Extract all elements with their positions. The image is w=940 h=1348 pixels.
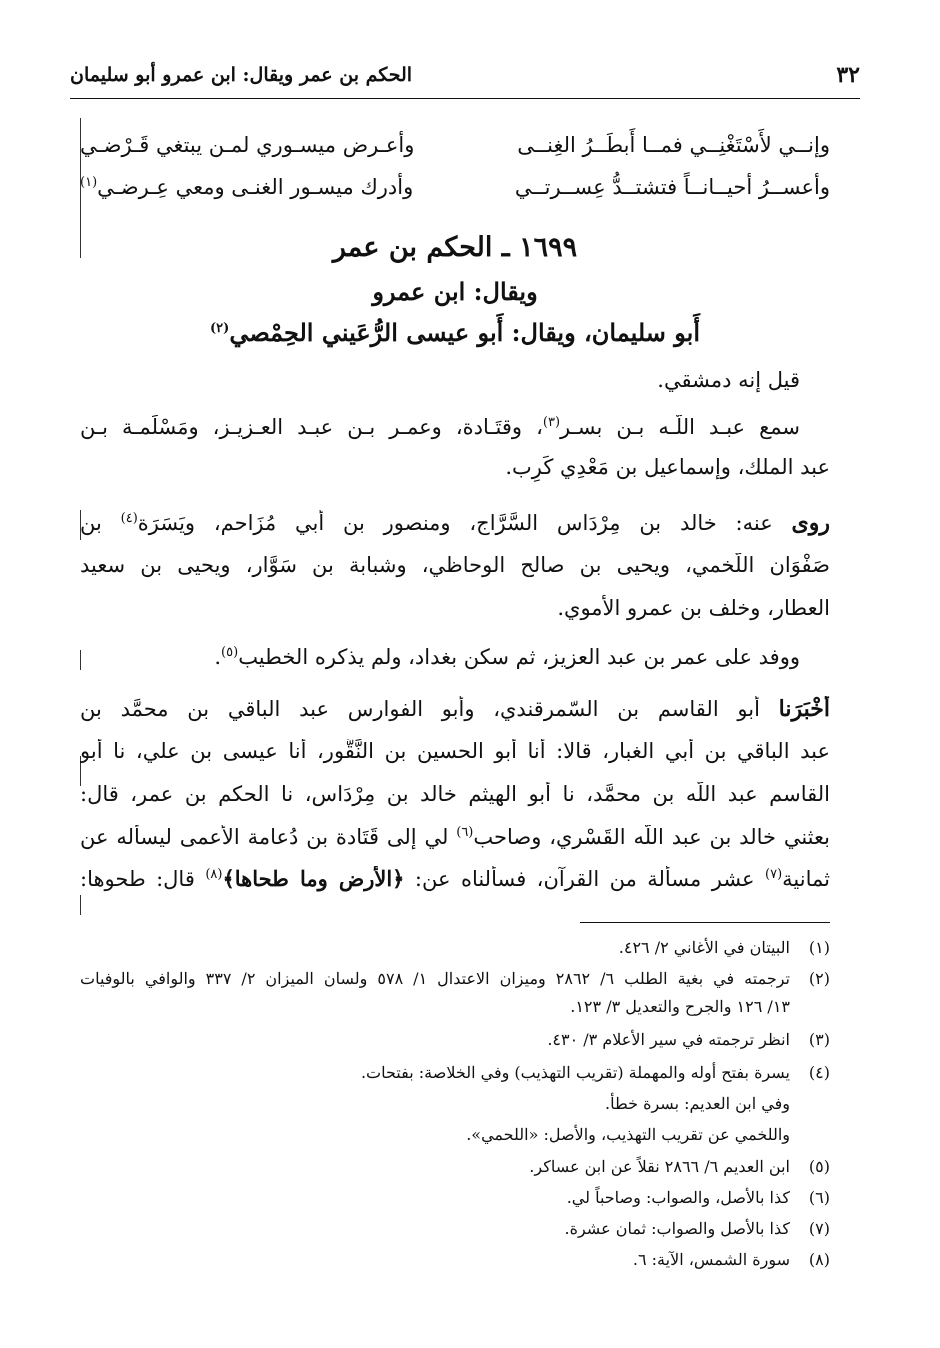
footnote-number: (١) [808, 938, 830, 957]
footnote-text: ١٣/ ١٢٦ والجرح والتعديل ٣/ ١٢٣. [570, 997, 790, 1016]
entry-alt-name: ويقال: ابن عمرو [372, 277, 538, 306]
running-title: الحكم بن عمر ويقال: ابن عمرو أبو سليمان [70, 64, 413, 86]
text-run: ثمانية [782, 867, 830, 891]
footnote-text: البيتان في الأغاني ٢/ ٤٢٦. [618, 938, 790, 957]
footnote-text: سورة الشمس، الآية: ٦. [632, 1250, 790, 1269]
footnote-text: ترجمته في بغية الطلب ٦/ ٢٨٦٢ وميزان الاعتدال ١/ ٥٧٨ ولسان الميزان ٢/ ٣٣٧ والوافي بالوفيات [80, 969, 790, 988]
text-run: سمع عبـد اللّـه بـن بسـر [560, 415, 800, 439]
text-run: بعثني خالد بن عبد اللّه القَسْري، وصاحب [473, 825, 830, 849]
header-rule [70, 98, 860, 99]
footnote-number: (٤) [808, 1063, 830, 1082]
poem-verse [80, 133, 830, 167]
footnote-ref[interactable]: (٧) [765, 867, 783, 882]
entry-heading: ١٦٩٩ ـ الحكم بن عمر [332, 232, 578, 263]
footnote-text: واللخمي عن تقريب التهذيب، والأصل: «اللحمي». [466, 1125, 790, 1144]
footnote-number: (٨) [808, 1250, 830, 1269]
page-number: ٣٢ [836, 62, 860, 88]
footnote-ref[interactable]: (٣) [542, 415, 561, 430]
body-line [80, 510, 830, 544]
footnote-ref[interactable]: (٤) [120, 511, 138, 526]
body-line: عبد الملك، وإسماعيل بن مَعْدِي كَرِب. [505, 455, 830, 479]
body-line: قيل إنه دمشقي. [657, 368, 800, 392]
footnote-number: (٥) [808, 1157, 830, 1176]
footnote-text: كذا بالأصل والصواب: ثمان عشرة. [564, 1219, 790, 1238]
footnote-separator [580, 922, 830, 923]
footnote-ref[interactable]: (٨) [205, 867, 223, 882]
section-lead: روى [791, 510, 830, 536]
kunya-text: أَبو سليمان، ويقال: أَبو عيسى الرُّعَيني الحِمْصي [229, 318, 700, 347]
footnote-text: ابن العديم ٦/ ٢٨٦٦ نقلاً عن ابن عساكر. [529, 1157, 790, 1176]
footnote-text: يسرة بفتح أوله والمهملة (تقريب التهذيب) وفي الخلاصة: بفتحات. [360, 1063, 790, 1082]
text-run: . [214, 645, 222, 669]
poem-verse [80, 175, 830, 209]
quran-quote: ﴿الأرض وما طحاها﴾ [222, 866, 405, 891]
text-run: عشر مسألة من القرآن، فسألناه عن: [404, 867, 766, 891]
footnote-number: (٦) [808, 1188, 830, 1207]
body-line: صَفْوَان اللّخمي، ويحيى بن صالح الوحاظي، وشبابة بن سَوَّار، ويحيى بن سعيد [80, 553, 830, 577]
page-header [70, 62, 860, 96]
footnote-number: (٣) [808, 1030, 830, 1049]
verse-second-hemistich [80, 175, 413, 199]
text-run: عنه: خالد بن مِرْدَاس السَّرَّاج، ومنصور بن أَبي مُزَاحم، ويَسَرَة [137, 511, 792, 535]
footnote-ref[interactable]: (٢) [210, 321, 230, 336]
body-line: القاسم عبد اللّه بن محمَّد، نا أبو الهيثم خالد بن مِرْدَاس، نا الحكم بن عمر، قال: [80, 782, 830, 806]
body-line [80, 866, 830, 900]
body-line [80, 645, 800, 669]
verse-text: وأدرك ميسـور الغنـى ومعي عِـرضـي [97, 175, 414, 199]
body-line: عبد الباقي بن أَبي الغبار، قالا: أنا أَبو الحسين بن النَّقُّور، أَنا عيسى بن علي، نا أَبو [80, 739, 830, 763]
text-run: بن [80, 511, 121, 535]
text-run: ، وقتَـادة، وعمـر بـن عبـد العـزيـز، ومَسْلَمـة بـن [80, 415, 543, 439]
body-line [80, 825, 830, 859]
body-line [80, 696, 830, 730]
footnote-number: (٧) [808, 1219, 830, 1238]
footnote-ref[interactable]: (٥) [221, 645, 239, 660]
verse-first-hemistich: وأعســرُ أحيــانــاً فتشتــدُّ عِســرتــي [514, 175, 830, 199]
entry-kunya [80, 318, 830, 347]
footnote-text: انظر ترجمته في سير الأعلام ٣/ ٤٣٠. [547, 1030, 790, 1049]
footnote-text: وفي ابن العديم: بسرة خطأ. [605, 1094, 790, 1113]
section-lead: أَخْبَرَنا [778, 696, 830, 722]
text-run: لي إلى قَتَادة بن دُعامة الأعمى ليسأله عن [80, 825, 457, 849]
body-line: العطار، وخلف بن عمرو الأموي. [557, 596, 830, 620]
footnote-text: كذا بالأصل، والصواب: وصاحباً لي. [566, 1188, 790, 1207]
text-run: ووفد على عمر بن عبد العزيز، ثم سكن بغداد، ولم يذكره الخطيب [238, 645, 800, 669]
body-line [80, 415, 800, 449]
verse-first-hemistich: وإنــي لأَسْتَغْنِــي فمــا أَبطَــرُ الغِنــى [517, 133, 830, 157]
footnote-number: (٢) [808, 969, 830, 988]
footnote-ref[interactable]: (٦) [456, 825, 474, 840]
footnote-ref[interactable]: (١) [80, 175, 98, 190]
text-run: قال: طحوها: [80, 867, 206, 891]
verse-second-hemistich: وأعـرض ميسـوري لمـن يبتغي قَـرْضـي [80, 133, 415, 157]
text-run: أَبو القاسم بن السّمرقندي، وأَبو الفوارس عبد الباقي بن محمَّد بن [80, 697, 779, 721]
